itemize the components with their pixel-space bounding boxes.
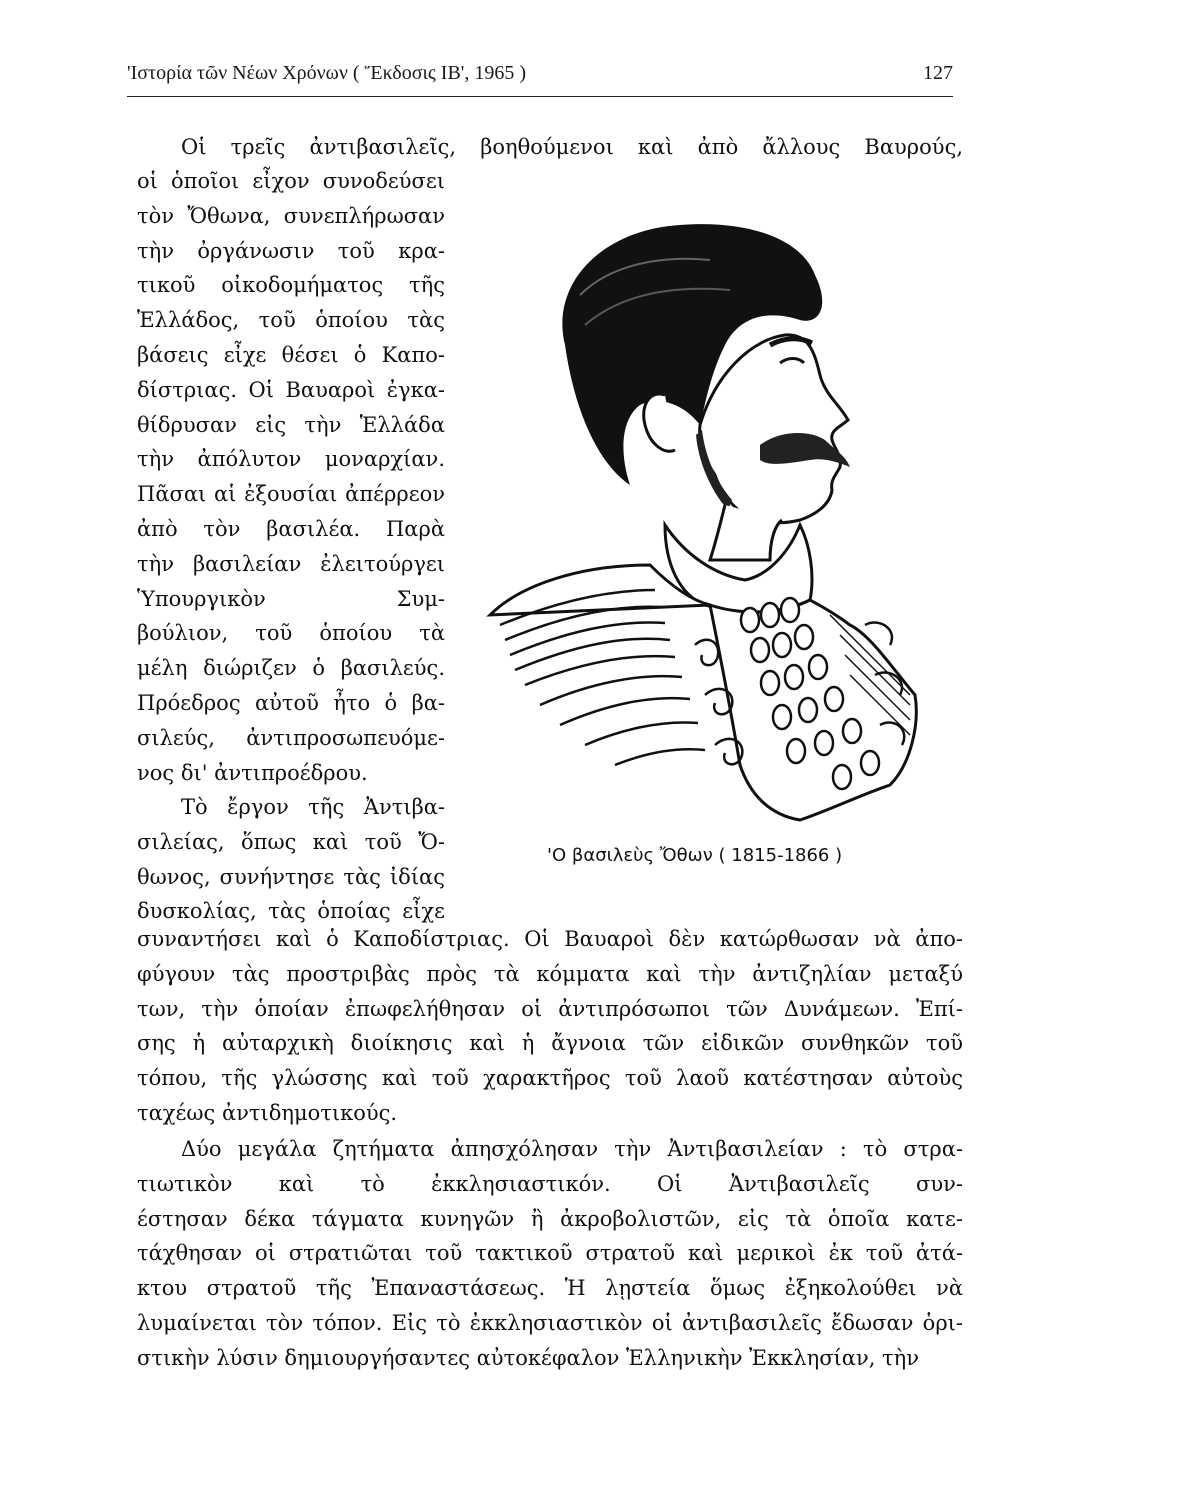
text-line: ταχέως ἀντιδημοτικούς. [137, 1100, 398, 1125]
paragraph-1-first-line [137, 130, 963, 165]
text-line: οἱ ὁποῖοι εἶχον συνοδεύσει [137, 169, 445, 193]
text-line: δίστριας. Οἱ Βαυαροὶ ἐγκα- [137, 377, 445, 402]
paragraph-3 [137, 1132, 963, 1376]
text-line: βάσεις εἶχε θέσει ὁ Καπο- [137, 342, 445, 367]
text-line: Οἱ τρεῖς ἀντιβασιλεῖς, βοηθούμενοι καὶ ἀπὸ ἄλλους Βαυρούς, [181, 135, 963, 159]
text-line: συναντήσει καὶ ὁ Καποδίστριας. Οἱ Βαυαροὶ δὲν κατώρθωσαν νὰ ἀπο- [137, 927, 963, 951]
text-line: λυμαίνεται τὸν τόπον. Εἰς τὸ ἐκκλησιαστικὸν οἱ ἀντιβασιλεῖς ἔδωσαν ὁρι- [137, 1310, 963, 1335]
text-line: σιλείας, ὅπως καὶ τοῦ Ὄ- [137, 829, 445, 854]
text-line: Τὸ ἔργον τῆς Ἀντιβα- [181, 795, 445, 819]
text-line: τὸν Ὄθωνα, συνεπλήρωσαν [137, 203, 445, 228]
text-line: τιωτικὸν καὶ τὸ ἐκκλησιαστικόν. Οἱ Ἀντιβασιλεῖς συν- [137, 1171, 963, 1196]
paragraph-1-column [137, 164, 445, 790]
text-line: των, τὴν ὁποίαν ἐπωφελήθησαν οἱ ἀντιπρόσωποι τῶν Δυνάμεων. Ἐπί- [137, 996, 963, 1021]
text-line: Πᾶσαι αἱ ἐξουσίαι ἀπέρρεον [137, 482, 445, 507]
portrait-embroidery [500, 590, 705, 765]
text-line: τὴν ἀπόλυτον μοναρχίαν. [137, 447, 445, 472]
text-line: Ὑπουργικὸν Συμ- [137, 586, 445, 611]
page-number: 127 [923, 62, 953, 84]
paragraph-2-continued [137, 922, 963, 1131]
text-line: θίδρυσαν εἰς τὴν Ἑλλάδα [137, 412, 445, 437]
text-line: τικοῦ οἰκοδομήματος τῆς [137, 273, 445, 298]
text-line: βούλιον, τοῦ ὁποίου τὰ [137, 621, 445, 646]
text-line: κτου στρατοῦ τῆς Ἐπαναστάσεως. Ἡ λῃστεία ὅμως ἐξηκολούθει νὰ [137, 1276, 963, 1301]
text-line: μέλη διώριζεν ὁ βασιλεύς. [137, 656, 445, 681]
text-line: τὴν βασιλείαν ἐλειτούργει [137, 551, 445, 576]
text-line: σης ἡ αὐταρχικὴ διοίκησις καὶ ἡ ἄγνοια τῶν εἰδικῶν συνθηκῶν τοῦ [137, 1031, 963, 1056]
text-line: ἀπὸ τὸν βασιλέα. Παρὰ [137, 516, 445, 541]
text-line: Δύο μεγάλα ζητήματα ἀπησχόλησαν τὴν Ἀντιβασιλείαν : τὸ στρα- [181, 1137, 963, 1161]
king-otto-portrait [470, 205, 940, 830]
text-line: τάχθησαν οἱ στρατιῶται τοῦ τακτικοῦ στρατοῦ καὶ μερικοὶ ἐκ τοῦ ἀτά- [137, 1241, 963, 1266]
text-line: σιλεύς, ἀντιπροσωπευόμε- [137, 725, 445, 750]
paragraph-2-column [137, 790, 445, 929]
text-line: θωνος, συνήντησε τὰς ἰδίας [137, 864, 445, 889]
text-line: στικὴν λύσιν δημιουργήσαντες αὐτοκέφαλον Ἑλληνικὴν Ἐκκλησίαν, τὴν [137, 1345, 920, 1370]
text-line: τὴν ὀργάνωσιν τοῦ κρα- [137, 238, 445, 263]
text-line: έστησαν δέκα τάγματα κυνηγῶν ἢ ἀκροβολιστῶν, εἰς τὰ ὁποῖα κατε- [137, 1206, 963, 1231]
text-line: τόπου, τῆς γλώσσης καὶ τοῦ χαρακτῆρος τοῦ λαοῦ κατέστησαν αὐτοὺς [137, 1066, 963, 1091]
text-line: νος δι' ἀντιπροέδρου. [137, 760, 368, 785]
text-line: Ἑλλάδος, τοῦ ὁποίου τὰς [137, 308, 445, 333]
running-header [127, 62, 953, 97]
text-line: φύγουν τὰς προστριβὰς πρὸς τὰ κόμματα καὶ τὴν ἀντιζηλίαν μεταξύ [137, 961, 963, 986]
portrait-jacket [490, 565, 916, 820]
figure-caption: 'Ο βασιλεὺς Ὄθων ( 1815-1866 ) [547, 845, 843, 866]
text-line: δυσκολίας, τὰς ὁποίας εἶχε [137, 899, 445, 924]
text-line: Πρόεδρος αὐτοῦ ἦτο ὁ βα- [137, 690, 445, 715]
header-title: 'Ιστορία τῶν Νέων Χρόνων ( Ἔκδοσις ΙΒ', 1965 ) [127, 62, 527, 84]
